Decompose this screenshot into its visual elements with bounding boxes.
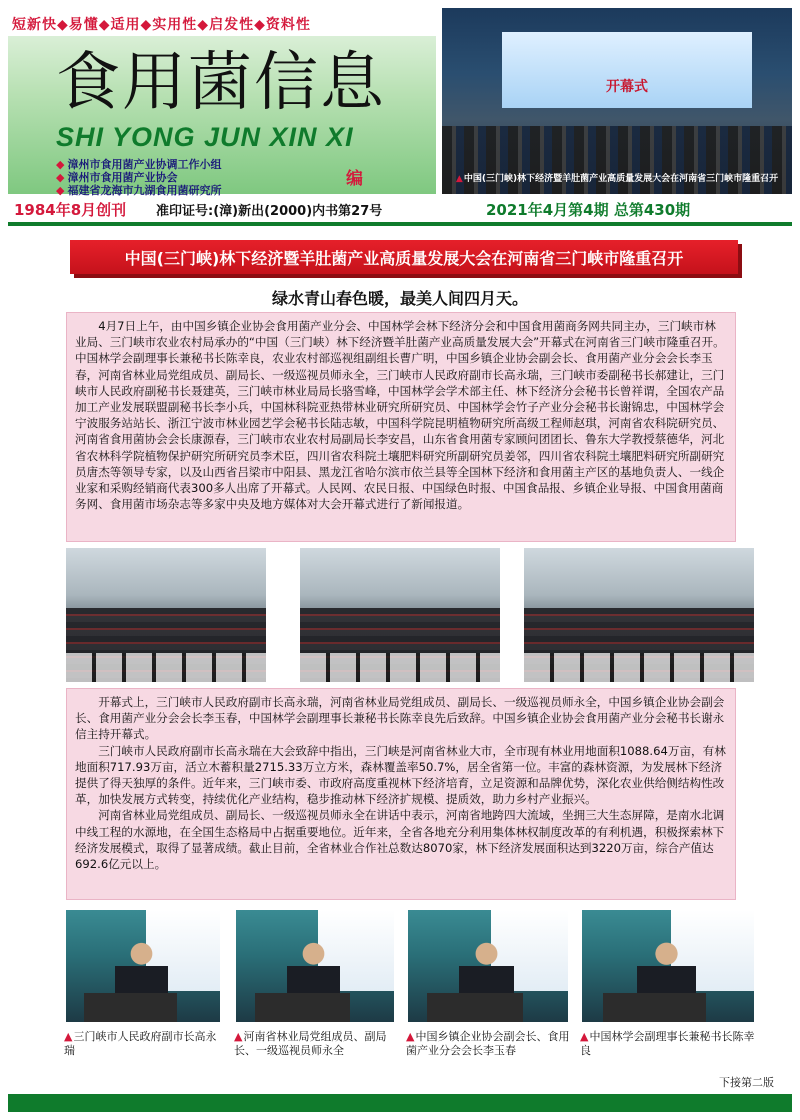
- publisher-3: ◆ 福建省龙海市九湖食用菌研究所: [56, 184, 221, 197]
- headline: 中国(三门峡)林下经济暨羊肚菌产业高质量发展大会在河南省三门峡市隆重召开: [124, 248, 684, 268]
- newspaper-title: 食用菌信息: [56, 46, 386, 120]
- photo-caption: ▲ 中国林学会副理事长兼秘书长陈幸良: [580, 1030, 756, 1058]
- photo-caption: ▲ 河南省林业局党组成员、副局长、一级巡视员师永全: [234, 1030, 404, 1058]
- masthead: [8, 8, 436, 197]
- publisher-list: [56, 158, 221, 197]
- divider: [8, 222, 792, 226]
- article-paragraph: 开幕式上，三门峡市人民政府副市长高永瑞，河南省林业局党组成员、副局长、一级巡视员师永全，中国乡镇企业协会副会长、食用菌产业分会会长李玉春，中国林学会副理事长兼秘书长陈幸良先后致辞。中国乡镇企业协会食用菌产业分会秘书长谢永信主持开幕式。: [75, 695, 725, 742]
- speaker-photo-2: [236, 910, 394, 1022]
- photo-caption: ▲ 中国乡镇企业协会副会长、食用菌产业分会会长李玉春: [406, 1030, 576, 1058]
- article-paragraph: 4月7日上午，由中国乡镇企业协会食用菌产业分会、中国林学会林下经济分会和中国食用菌商务网共同主办，三门峡市林业局、三门峡市农业农村局承办的“中国（三门峡）林下经济暨羊肚菌产业高质量发展大会”开幕式在河南省三门峡市隆重召开。中国林学会副理事长兼秘书长陈幸良，农业农村部巡视组副组长曹广明，中国乡镇企业协会副会长、食用菌产业分会会长李玉春，河南省林业局党组成员、副局长、一级巡视员师永全，三门峡市人民政府副市长高永瑞，三门峡市委副秘书长郝建让，三门峡市人民政府副秘书长聂建英，三门峡市林业局局长骆雪峰，中国林学会学术部主任、林下经济分会秘书长曾祥谓，全国农产品加工产业发展联盟副秘书长李小兵，中国林科院亚热带林业研究所研究员、中国林学会竹子产业分会秘书长谢锦忠，中国林学会宁波服务站站长、浙江宁波市林业园艺学会秘书长陆志敏，中国科学院昆明植物研究所高级工程师赵琪，河南省农科院研究员、河南省食用菌协会会长康源春，三门峡市农业农村局副局长李安昌，山东省食用菌专家顾问团团长、鲁东大学教授蔡德华，河北省农林科学院植物保护研究所研究员李术臣，四川省农科院土壤肥料研究所副研究员姜邻，四川省农科院土壤肥料研究所副研究员唐杰等领导专家，以及山西省吕梁市中阳县、黑龙江省哈尔滨市依兰县等全国林下经济和食用菌主产区的基地负责人、一线企业家和采购经销商代表300多人出席了开幕式。人民网、农民日报、中国绿色时报、中国食品报、乡镇企业导报、中国食用菌商务网、食用菌市场杂志等多家中央及地方媒体对大会开幕式进行了新闻报道。: [75, 319, 725, 512]
- stage-screen-text: 开幕式: [606, 79, 648, 95]
- article-paragraph: 河南省林业局党组成员、副局长、一级巡视员师永全在讲话中表示，河南省地跨四大流域，坐拥三大生态屏障，是南水北调中线工程的水源地，在全国生态格局中占据重要地位。近年来，全省各地充分利用集体林权制度改革的有利机遇，积极探索林下经济发展模式，取得了显著成绩。截止目前，全省林业合作社总数达8070家，林下经济发展面积达到3220万亩，综合产值达692.6亿元以上。: [75, 808, 725, 872]
- article-box-2: [66, 688, 736, 900]
- issue-info-bar: [8, 196, 792, 222]
- edit-label: 编: [346, 169, 363, 189]
- top-photo-caption: ▲ 中国(三门峡)林下经济暨羊肚菌产业高质量发展大会在河南省三门峡市隆重召开: [442, 172, 792, 186]
- article-box-1: [66, 312, 736, 542]
- venue-photo-1: [66, 548, 266, 682]
- publisher-2: ◆ 漳州市食用菌产业协会: [56, 171, 221, 184]
- continued-note: 下接第二版: [719, 1076, 774, 1089]
- speaker-photo-4: [582, 910, 754, 1022]
- newspaper-pinyin: SHI YONG JUN XIN XI: [56, 122, 354, 152]
- permit-number: 准印证号:(漳)新出(2000)内书第27号: [156, 204, 383, 219]
- founded-date: 1984年8月创刊: [14, 201, 127, 219]
- issue-number: 2021年4月第4期 总第430期: [486, 201, 691, 219]
- opening-ceremony-photo: [442, 8, 792, 194]
- speaker-photo-3: [408, 910, 568, 1022]
- footer-bar: [8, 1094, 792, 1112]
- venue-photo-2: [300, 548, 500, 682]
- subheadline: 绿水青山春色暖，最美人间四月天。: [271, 289, 528, 308]
- article-paragraph: 三门峡市人民政府副市长高永瑞在大会致辞中指出，三门峡是河南省林业大市，全市现有林业用地面积1088.64万亩，有林地面积717.93万亩，活立木蓄积量2715.33万立方米，森林覆盖率50.7%，居全省第一位。丰富的森林资源，为发展林下经济提供了得天独厚的条件。近年来，三门峡市委、市政府高度重视林下经济培育，立足资源和品牌优势，深化农业供给侧结构性改革，加快发展方式转变，持续优化产业结构，稳步推动林下经济扩规模、提质效，助力乡村产业振兴。: [75, 743, 726, 807]
- venue-photo-3: [524, 548, 754, 682]
- stage-screen: [502, 32, 752, 108]
- publisher-1: ◆ 漳州市食用菌产业协调工作小组: [56, 158, 221, 171]
- headline-banner: [70, 240, 738, 274]
- speaker-photo-1: [66, 910, 220, 1022]
- photo-caption: ▲ 三门峡市人民政府副市长高永瑞: [64, 1030, 224, 1058]
- slogan: 短新快◆易懂◆适用◆实用性◆启发性◆资料性: [8, 8, 436, 36]
